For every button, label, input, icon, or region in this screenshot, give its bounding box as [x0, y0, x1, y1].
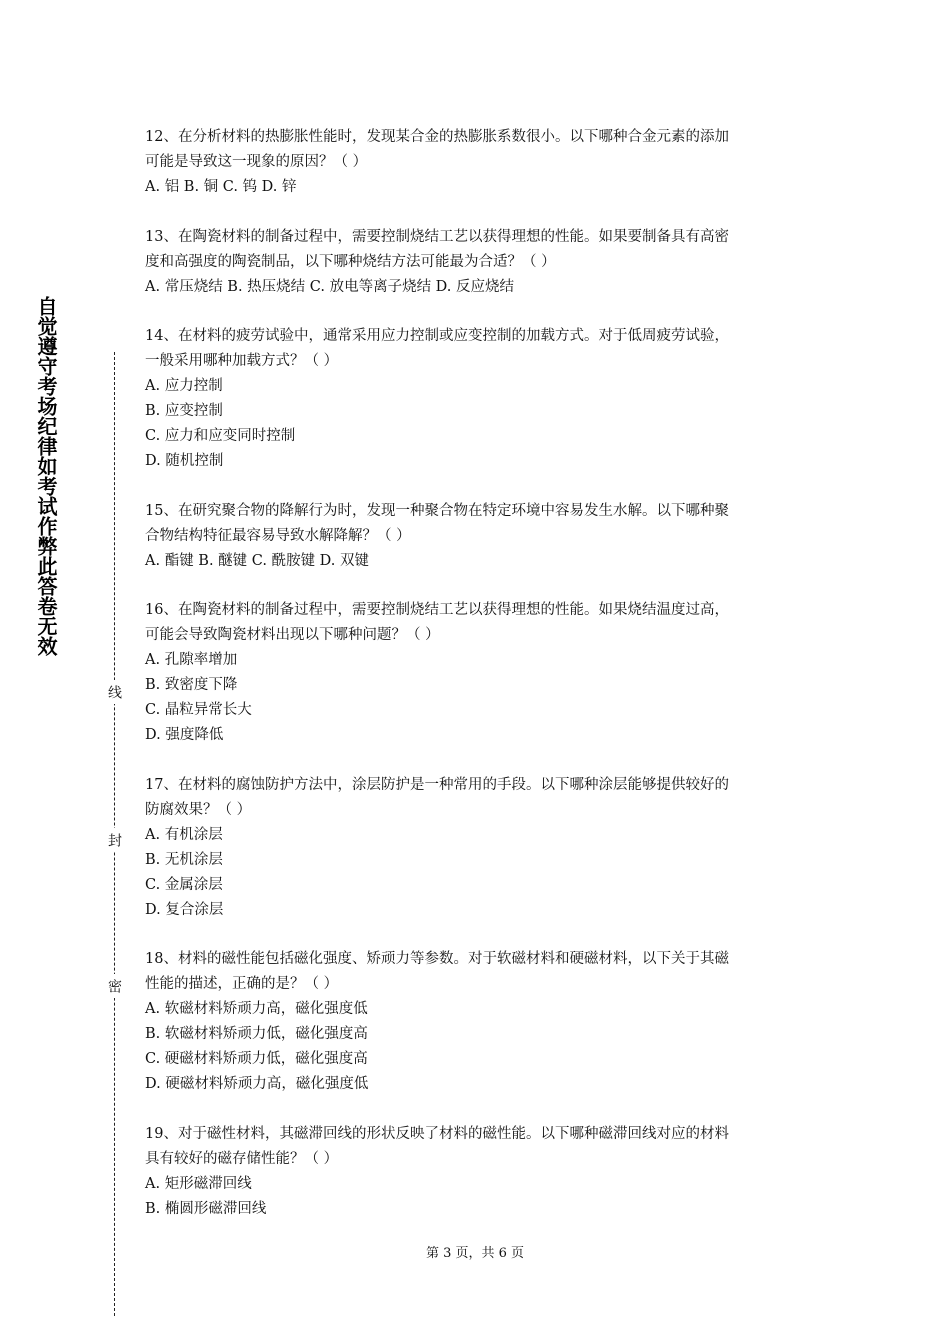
question-stem: 一般采用哪种加载方式？（ ） [145, 353, 339, 369]
option-a: A. 软磁材料矫顽力高，磁化强度低 [145, 1001, 368, 1017]
option-b: B. 致密度下降 [145, 677, 238, 693]
question-stem: 度和高强度的陶瓷制品，以下哪种烧结方法可能最为合适？（ ） [145, 253, 556, 270]
cut-mark-line: 线 [104, 680, 126, 704]
question-13 [145, 225, 815, 300]
question-15 [145, 499, 815, 574]
question-stem: 19、对于磁性材料，其磁滞回线的形状反映了材料的磁性能。以下哪种磁滞回线对应的材料 [145, 1125, 729, 1142]
page-number: 第 3 页，共 6 页 [425, 1246, 525, 1261]
question-options: A. 酯键 B. 醚键 C. 酰胺键 D. 双键 [145, 552, 370, 569]
question-stem: 具有较好的磁存储性能？（ ） [145, 1150, 339, 1167]
question-stem: 可能会导致陶瓷材料出现以下哪种问题？（ ） [145, 627, 440, 643]
question-options: A. 常压烧结 B. 热压烧结 C. 放电等离子烧结 D. 反应烧结 [145, 278, 515, 295]
question-18 [145, 947, 815, 1097]
option-b: B. 椭圆形磁滞回线 [145, 1200, 267, 1217]
option-d: D. 随机控制 [145, 453, 224, 469]
option-c: C. 晶粒异常长大 [145, 702, 252, 718]
question-19 [145, 1122, 815, 1222]
question-stem: 可能是导致这一现象的原因？（ ） [145, 154, 368, 170]
question-stem: 14、在材料的疲劳试验中，通常采用应力控制或应变控制的加载方式。对于低周疲劳试验， [145, 328, 729, 344]
option-b: B. 软磁材料矫顽力低，磁化强度高 [145, 1026, 368, 1042]
exam-discipline-notice: 自觉遵守考场纪律如考试作弊此答卷无效 [34, 296, 58, 656]
option-d: D. 强度降低 [145, 727, 224, 743]
question-stem: 合物结构特征最容易导致水解降解？（ ） [145, 527, 411, 544]
option-a: A. 矩形磁滞回线 [145, 1175, 252, 1192]
question-options: A. 铝 B. 铜 C. 钨 D. 锌 [145, 179, 297, 195]
option-b: B. 应变控制 [145, 403, 223, 419]
option-d: D. 复合涂层 [145, 901, 224, 918]
question-stem: 13、在陶瓷材料的制备过程中，需要控制烧结工艺以获得理想的性能。如果要制备具有高密 [145, 228, 729, 245]
question-16 [145, 598, 815, 748]
question-stem: 16、在陶瓷材料的制备过程中，需要控制烧结工艺以获得理想的性能。如果烧结温度过高， [145, 602, 729, 618]
question-list [145, 125, 815, 1246]
question-12 [145, 125, 815, 200]
question-stem: 防腐效果？（ ） [145, 801, 252, 818]
question-stem: 15、在研究聚合物的降解行为时，发现一种聚合物在特定环境中容易发生水解。以下哪种聚 [145, 502, 729, 519]
question-stem: 性能的描述，正确的是？（ ） [145, 976, 339, 992]
cut-mark-secret: 密 [104, 974, 126, 998]
option-c: C. 金属涂层 [145, 876, 223, 893]
question-stem: 18、材料的磁性能包括磁化强度、矫顽力等参数。对于软磁材料和硬磁材料，以下关于其磁 [145, 951, 729, 967]
option-c: C. 应力和应变同时控制 [145, 428, 296, 444]
cut-mark-seal: 封 [104, 828, 126, 852]
question-17 [145, 773, 815, 923]
option-a: A. 有机涂层 [145, 826, 223, 843]
question-14 [145, 324, 815, 474]
option-a: A. 孔隙率增加 [145, 652, 238, 668]
option-b: B. 无机涂层 [145, 851, 223, 868]
question-stem: 17、在材料的腐蚀防护方法中，涂层防护是一种常用的手段。以下哪种涂层能够提供较好的 [145, 776, 729, 793]
option-c: C. 硬磁材料矫顽力低，磁化强度高 [145, 1051, 368, 1067]
option-d: D. 硬磁材料矫顽力高，磁化强度低 [145, 1076, 369, 1092]
question-stem: 12、在分析材料的热膨胀性能时，发现某合金的热膨胀系数很小。以下哪种合金元素的添加 [145, 129, 729, 145]
option-a: A. 应力控制 [145, 378, 223, 394]
